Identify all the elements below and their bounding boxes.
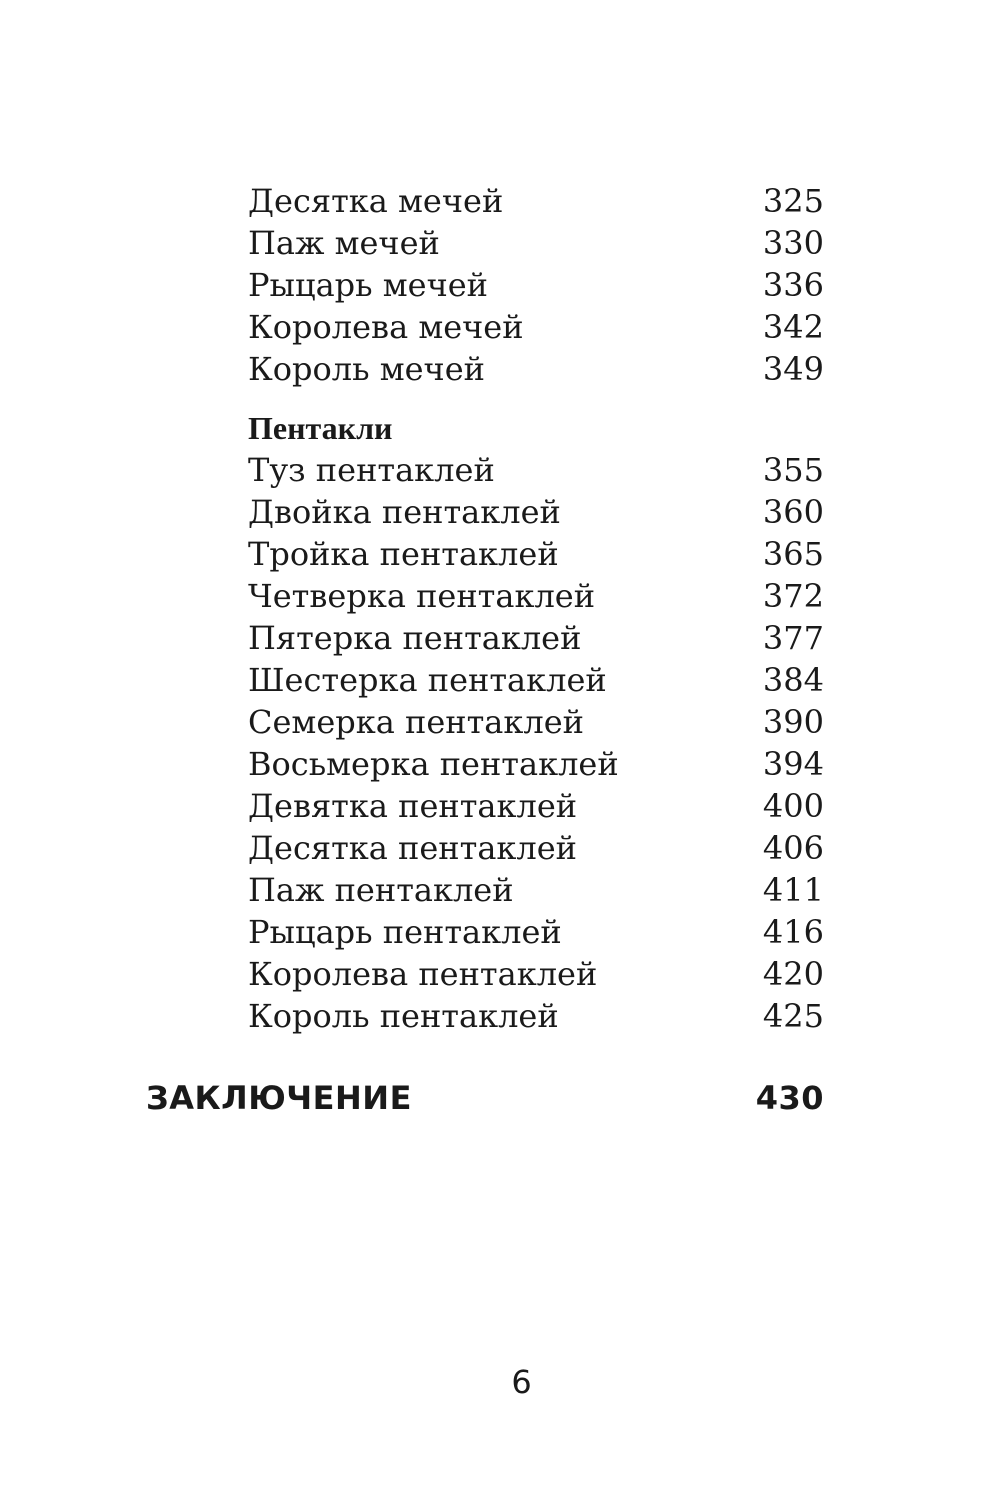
toc-entry-page: 406: [762, 829, 824, 867]
toc-entry-title: Королева пентаклей: [248, 955, 598, 993]
toc-entry[interactable]: [248, 827, 824, 869]
toc-entry-title: Восьмерка пентаклей: [248, 745, 619, 783]
toc-entry[interactable]: [248, 869, 824, 911]
toc-entry[interactable]: [248, 348, 824, 390]
toc-entry-title: Паж мечей: [248, 224, 440, 262]
toc-entry-conclusion[interactable]: [146, 1074, 824, 1122]
toc-pentacles-group: [248, 407, 824, 1037]
toc-entry-page: 390: [762, 703, 824, 741]
toc-entry-page: 330: [762, 224, 824, 262]
section-heading-pentacles: Пентакли: [248, 410, 393, 446]
toc-entry-page: 400: [762, 787, 824, 825]
toc-entry-page: 384: [762, 661, 824, 699]
toc-entry[interactable]: [248, 701, 824, 743]
conclusion-title: ЗАКЛЮЧЕНИЕ: [146, 1079, 412, 1117]
conclusion-page: 430: [755, 1079, 824, 1117]
toc-entry[interactable]: [248, 995, 824, 1037]
toc-entry-title: Четверка пентаклей: [248, 577, 596, 615]
toc-entry-title: Десятка мечей: [248, 182, 504, 220]
toc-entry-page: 416: [762, 913, 824, 951]
toc-entry-page: 342: [762, 308, 824, 346]
toc-entry[interactable]: [248, 575, 824, 617]
toc-entry-title: Королева мечей: [248, 308, 524, 346]
toc-entry-page: 394: [762, 745, 824, 783]
toc-entry[interactable]: [248, 911, 824, 953]
toc-entry-title: Тройка пентаклей: [248, 535, 559, 573]
toc-entry-page: 411: [762, 871, 824, 909]
toc-entry-title: Паж пентаклей: [248, 871, 514, 909]
toc-entry-page: 336: [762, 266, 824, 304]
toc-entry-title: Пятерка пентаклей: [248, 619, 582, 657]
toc-entry-title: Десятка пентаклей: [248, 829, 577, 867]
toc-entry[interactable]: [248, 180, 824, 222]
toc-entry-page: 365: [762, 535, 824, 573]
toc-entry[interactable]: [248, 953, 824, 995]
toc-entry-page: 360: [762, 493, 824, 531]
page-number: 6: [511, 1363, 532, 1401]
toc-swords-group: [248, 180, 824, 390]
toc-entry[interactable]: [248, 659, 824, 701]
toc-entry-page: 420: [762, 955, 824, 993]
toc-entry-title: Девятка пентаклей: [248, 787, 578, 825]
toc-entry-page: 349: [762, 350, 824, 388]
toc-entry[interactable]: [248, 533, 824, 575]
toc-entry-page: 372: [762, 577, 824, 615]
toc-entry-title: Рыцарь пентаклей: [248, 913, 562, 951]
toc-entry-title: Туз пентаклей: [248, 451, 495, 489]
toc-entry-page: 425: [762, 997, 824, 1035]
toc-entry[interactable]: [248, 222, 824, 264]
toc-entry[interactable]: [248, 264, 824, 306]
toc-entry-title: Двойка пентаклей: [248, 493, 561, 531]
toc-entry[interactable]: [248, 743, 824, 785]
toc-entry-title: Король мечей: [248, 350, 485, 388]
toc-entry[interactable]: [248, 617, 824, 659]
toc-entry[interactable]: [248, 491, 824, 533]
toc-entry[interactable]: [248, 449, 824, 491]
toc-entry[interactable]: [248, 306, 824, 348]
toc-entry-title: Шестерка пентаклей: [248, 661, 607, 699]
toc-entry-page: 377: [762, 619, 824, 657]
toc-entry-page: 325: [762, 182, 824, 220]
toc-entry-title: Семерка пентаклей: [248, 703, 584, 741]
toc-entry-title: Король пентаклей: [248, 997, 559, 1035]
toc-entry[interactable]: [248, 785, 824, 827]
toc-entry-page: 355: [762, 451, 824, 489]
table-of-contents: [248, 180, 824, 1037]
toc-entry-title: Рыцарь мечей: [248, 266, 488, 304]
